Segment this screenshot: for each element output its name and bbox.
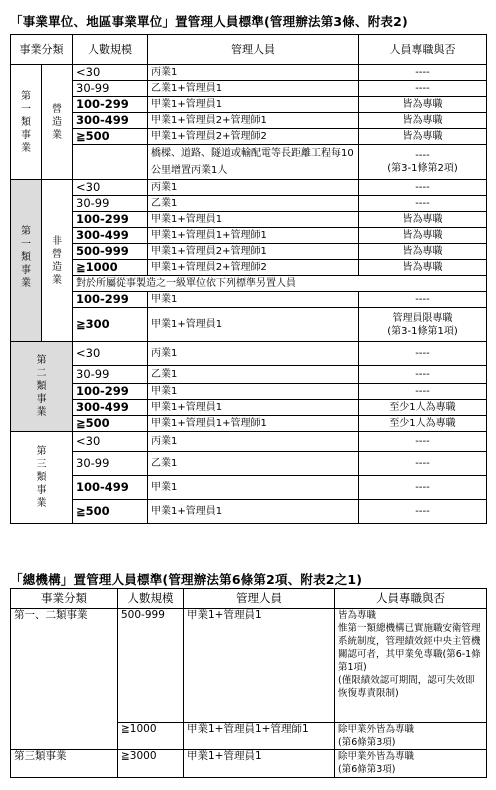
size-cell: 100-299 — [73, 384, 148, 400]
fulltime-cell: ---- — [359, 180, 487, 196]
header-fulltime: 人員專職與否 — [335, 589, 487, 609]
header-staff: 管理人員 — [184, 589, 335, 609]
size-cell: 30-99 — [73, 196, 148, 212]
staff-cell: 甲業1+管理員2+管理師1 — [148, 244, 359, 260]
table-row — [11, 260, 487, 276]
table-row — [11, 81, 487, 97]
table-row — [11, 292, 487, 308]
size-cell: 500-999 — [118, 609, 184, 723]
header-category: 事業分類 — [11, 35, 73, 65]
header-staff: 管理人員 — [148, 35, 359, 65]
staff-cell: 丙業1 — [148, 342, 359, 366]
table1 — [10, 34, 487, 524]
fulltime-cell: 皆為專職 — [359, 97, 487, 113]
table1-title: 「事業單位、地區事業單位」置管理人員標準(管理辦法第3條、附表2) — [10, 14, 408, 29]
size-cell: ≧500 — [73, 416, 148, 432]
size-cell: 500-999 — [73, 244, 148, 260]
fulltime-cell: ---- (第3-1條第2項) — [359, 145, 487, 180]
table-row — [11, 228, 487, 244]
fulltime-cell: ---- — [359, 342, 487, 366]
fulltime-cell: 至少1人為專職 — [359, 400, 487, 416]
staff-cell: 甲業1+管理員1+管理師1 — [148, 228, 359, 244]
table1-header-row — [11, 35, 487, 65]
note-cell: 對於所屬從事製造之一級單位依下列標準另置人員 — [73, 276, 487, 292]
category-label: 第 一 類 事 業 — [11, 65, 42, 180]
fulltime-cell: 至少1人為專職 — [359, 416, 487, 432]
staff-cell: 甲業1 — [148, 476, 359, 500]
size-cell: 300-499 — [73, 228, 148, 244]
table-row — [11, 113, 487, 129]
size-cell: ≧1000 — [118, 723, 184, 750]
fulltime-cell: 除甲業外皆為專職 (第6條第3項) — [335, 723, 487, 750]
size-cell: 300-499 — [73, 400, 148, 416]
staff-cell: 丙業1 — [148, 432, 359, 452]
header-fulltime: 人員專職與否 — [359, 35, 487, 65]
staff-cell: 甲業1+管理員1 — [148, 400, 359, 416]
header-size: 人數規模 — [118, 589, 184, 609]
fulltime-cell: 皆為專職 惟第一類總機構已實施職安衛管理系統制度，管理績效經中央主管機關認可者，其甲業免專職(第6-1條第1項) (僅限績效認可期間，認可失效即恢復專責限制) — [335, 609, 487, 723]
staff-cell: 甲業1+管理員1 — [148, 500, 359, 524]
staff-cell: 甲業1+管理員2+管理師1 — [148, 113, 359, 129]
staff-cell: 丙業1 — [148, 180, 359, 196]
table-row — [11, 452, 487, 476]
fulltime-cell: 皆為專職 — [359, 212, 487, 228]
table-row — [11, 609, 487, 723]
table-row — [11, 97, 487, 113]
fulltime-cell: 皆為專職 — [359, 129, 487, 145]
staff-cell: 甲業1+管理員1 — [184, 609, 335, 723]
size-cell: <30 — [73, 432, 148, 452]
fulltime-cell: ---- — [359, 500, 487, 524]
size-cell: 300-499 — [73, 113, 148, 129]
size-cell: 30-99 — [73, 452, 148, 476]
staff-cell: 甲業1 — [148, 384, 359, 400]
table-row — [11, 145, 487, 180]
category-label: 第 一 類 事 業 — [11, 180, 42, 342]
fulltime-cell: ---- — [359, 452, 487, 476]
size-cell — [73, 145, 148, 180]
table-row — [11, 308, 487, 342]
table-row — [11, 400, 487, 416]
table-row — [11, 196, 487, 212]
staff-cell: 丙業1 — [148, 65, 359, 81]
staff-cell: 甲業1+管理員1 — [148, 308, 359, 342]
staff-cell: 甲業1 — [148, 292, 359, 308]
staff-cell: 乙業1 — [148, 452, 359, 476]
staff-cell: 甲業1+管理員1 — [148, 97, 359, 113]
size-cell: <30 — [73, 65, 148, 81]
table-row — [11, 180, 487, 196]
table-row — [11, 212, 487, 228]
table-row — [11, 432, 487, 452]
category-label: 第 二 類 事 業 — [11, 342, 73, 432]
size-cell: ≧300 — [73, 308, 148, 342]
staff-cell: 甲業1+管理員1+管理師1 — [184, 723, 335, 750]
table-row — [11, 384, 487, 400]
size-cell: 30-99 — [73, 81, 148, 97]
size-cell: ≧500 — [73, 500, 148, 524]
staff-cell: 甲業1+管理員1 — [148, 212, 359, 228]
size-cell: 30-99 — [73, 366, 148, 384]
staff-cell: 甲業1+管理員1 — [184, 750, 335, 778]
size-cell: ≧500 — [73, 129, 148, 145]
table-row — [11, 750, 487, 778]
table-row — [11, 366, 487, 384]
fulltime-cell: 除甲業外皆為專職 (第6條第3項) — [335, 750, 487, 778]
fulltime-cell: 皆為專職 — [359, 260, 487, 276]
header-size: 人數規模 — [73, 35, 148, 65]
table-row — [11, 500, 487, 524]
staff-cell: 乙業1+管理員1 — [148, 81, 359, 97]
fulltime-cell: 管理員限專職 (第3-1條第1項) — [359, 308, 487, 342]
category-label: 非 營 造 業 — [42, 180, 73, 342]
staff-cell: 甲業1+管理員2+管理師2 — [148, 129, 359, 145]
table2-header-row — [11, 589, 487, 609]
fulltime-cell: ---- — [359, 476, 487, 500]
table-row — [11, 342, 487, 366]
fulltime-cell: ---- — [359, 366, 487, 384]
fulltime-cell: ---- — [359, 81, 487, 97]
category-label: 營 造 業 — [42, 65, 73, 180]
table-row — [11, 244, 487, 260]
fulltime-cell: 皆為專職 — [359, 113, 487, 129]
fulltime-cell: 皆為專職 — [359, 228, 487, 244]
staff-cell: 橋樑、道路、隧道或輸配電等長距離工程每10公里增置丙業1人 — [148, 145, 359, 180]
category-cell: 第一、二類事業 — [11, 609, 118, 750]
staff-cell: 乙業1 — [148, 366, 359, 384]
staff-cell: 甲業1+管理員1+管理師1 — [148, 416, 359, 432]
table-row — [11, 476, 487, 500]
staff-cell: 乙業1 — [148, 196, 359, 212]
header-category: 事業分類 — [11, 589, 118, 609]
size-cell: <30 — [73, 342, 148, 366]
staff-cell: 甲業1+管理員2+管理師2 — [148, 260, 359, 276]
size-cell: <30 — [73, 180, 148, 196]
size-cell: 100-299 — [73, 97, 148, 113]
fulltime-cell: 皆為專職 — [359, 244, 487, 260]
size-cell: 100-299 — [73, 212, 148, 228]
table-row — [11, 129, 487, 145]
size-cell: ≧3000 — [118, 750, 184, 778]
size-cell: 100-299 — [73, 292, 148, 308]
fulltime-cell: ---- — [359, 384, 487, 400]
size-cell: ≧1000 — [73, 260, 148, 276]
table-row — [11, 65, 487, 81]
category-label: 第 三 類 事 業 — [11, 432, 73, 524]
fulltime-cell: ---- — [359, 196, 487, 212]
fulltime-cell: ---- — [359, 432, 487, 452]
table-row — [11, 416, 487, 432]
fulltime-cell: ---- — [359, 65, 487, 81]
table-row — [11, 276, 487, 292]
fulltime-cell: ---- — [359, 292, 487, 308]
category-cell: 第三類事業 — [11, 750, 118, 778]
table2 — [10, 588, 487, 778]
table2-title: 「總機構」置管理人員標準(管理辦法第6條第2項、附表2之1) — [10, 572, 363, 587]
size-cell: 100-499 — [73, 476, 148, 500]
